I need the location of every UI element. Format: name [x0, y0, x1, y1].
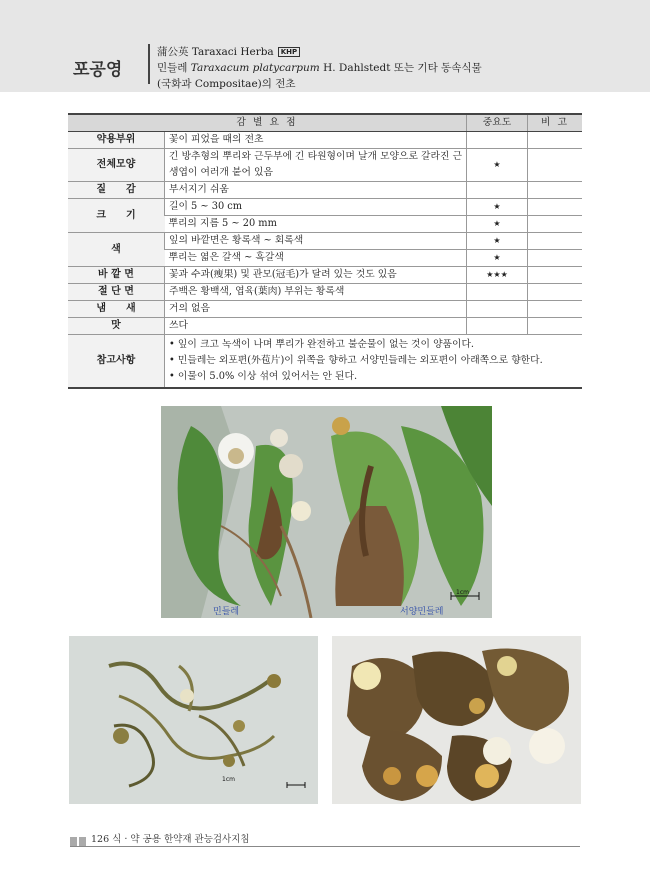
row-remarks: [528, 301, 583, 318]
table-row: [68, 284, 582, 301]
row-importance: [467, 132, 528, 149]
header-remarks: 비 고: [528, 114, 583, 132]
row-importance: ★: [467, 250, 528, 267]
row-remarks: [528, 318, 583, 335]
scale-label-top: 1cm: [456, 589, 469, 596]
origin-latin: Taraxacum platycarpum: [190, 62, 320, 74]
row-label: 약용부위: [68, 132, 165, 149]
origin-suffix: H. Dahlstedt 또는 기타 동속식물: [319, 62, 482, 74]
row-remarks: [528, 182, 583, 199]
reference-item: • 이물이 5.0% 이상 섞여 있어서는 안 된다.: [169, 369, 578, 385]
table-row: [68, 182, 582, 199]
caption-western-dandelion: 서양민들레: [400, 607, 444, 617]
row-importance: ★: [467, 233, 528, 250]
row-label: 크 기: [68, 199, 165, 233]
row-label: 냄 새: [68, 301, 165, 318]
row-remarks: [528, 132, 583, 149]
row-description: 뿌리는 엷은 갈색 ~ 흑갈색: [165, 250, 467, 267]
table-header-row: [68, 114, 582, 132]
row-description: 길이 5 ~ 30 cm: [165, 199, 467, 216]
reference-item: • 민들레는 외포편(外苞片)이 위쪽을 향하고 서양민들레는 외포편이 아래쪽으로 향한다.: [169, 353, 578, 369]
row-remarks: [528, 284, 583, 301]
reference-content: [165, 335, 583, 389]
row-remarks: [528, 233, 583, 250]
row-importance: [467, 182, 528, 199]
page-number: 126: [91, 834, 110, 845]
page-title: 포공영: [73, 60, 123, 80]
herb-name: 蒲公英 Taraxaci Herba: [157, 46, 274, 58]
row-importance: ★: [467, 149, 528, 182]
row-description: 꽃과 수과(瘦果) 및 관모(冠毛)가 달려 있는 것도 있음: [165, 267, 467, 284]
origin-prefix: 민들레: [157, 62, 191, 74]
identification-table: [68, 113, 582, 389]
fresh-plant-photo: [161, 406, 492, 618]
row-importance: ★: [467, 216, 528, 233]
reference-list: [169, 335, 578, 387]
row-importance: ★: [467, 199, 528, 216]
row-description: 뿌리의 지름 5 ~ 20 mm: [165, 216, 467, 233]
closeup-herb-photo: [332, 636, 581, 804]
row-label: 전체모양: [68, 149, 165, 182]
row-remarks: [528, 149, 583, 182]
header-divider: [148, 44, 150, 84]
row-label: 질 감: [68, 182, 165, 199]
row-remarks: [528, 267, 583, 284]
reference-row: [68, 335, 582, 389]
row-importance: [467, 301, 528, 318]
table-row: [68, 132, 582, 149]
row-remarks: [528, 250, 583, 267]
row-importance: ★★★: [467, 267, 528, 284]
header-key-points: 감 별 요 점: [68, 114, 467, 132]
reference-item: • 잎이 크고 녹색이 나며 뿌리가 완전하고 불순물이 없는 것이 양품이다.: [169, 337, 578, 353]
row-description: 꽃이 피었을 때의 전초: [165, 132, 467, 149]
family-line: (국화과 Compositae)의 전초: [157, 78, 296, 90]
row-description: 쓰다: [165, 318, 467, 335]
table-row: [68, 301, 582, 318]
row-description: 주백은 황백색, 엽육(葉肉) 부위는 황록색: [165, 284, 467, 301]
row-description: 긴 방추형의 뿌리와 근두부에 긴 타원형이며 날개 모양으로 갈라진 근생엽이 여러개 붙어 있음: [165, 149, 467, 182]
row-label: 색: [68, 233, 165, 267]
row-description: 부서지기 쉬움: [165, 182, 467, 199]
reference-label: 참고사항: [68, 335, 165, 389]
table-row: [68, 318, 582, 335]
herb-name-line: [157, 44, 300, 59]
row-description: 잎의 바깥면은 황록색 ~ 회록색: [165, 233, 467, 250]
table-row: [68, 267, 582, 284]
row-label: 절 단 면: [68, 284, 165, 301]
row-label: 바 깥 면: [68, 267, 165, 284]
khp-badge: KHP: [278, 47, 300, 57]
row-importance: [467, 318, 528, 335]
footer-title: 식 · 약 공용 한약재 관능검사지침: [112, 834, 250, 845]
table-row: [68, 149, 582, 182]
row-description: 거의 없음: [165, 301, 467, 318]
caption-mindeulle: 민들레: [213, 607, 240, 617]
row-remarks: [528, 216, 583, 233]
row-label: 맛: [68, 318, 165, 335]
footer: [91, 831, 250, 845]
footer-marks: [70, 832, 88, 851]
table-row: [68, 199, 582, 216]
header-importance: 중요도: [467, 114, 528, 132]
table-row: [68, 233, 582, 250]
footer-divider: [70, 846, 580, 847]
row-importance: [467, 284, 528, 301]
row-remarks: [528, 199, 583, 216]
scale-label-bottom-left: 1cm: [222, 776, 235, 783]
origin-line: [157, 60, 482, 75]
dried-herb-photo: [69, 636, 318, 804]
